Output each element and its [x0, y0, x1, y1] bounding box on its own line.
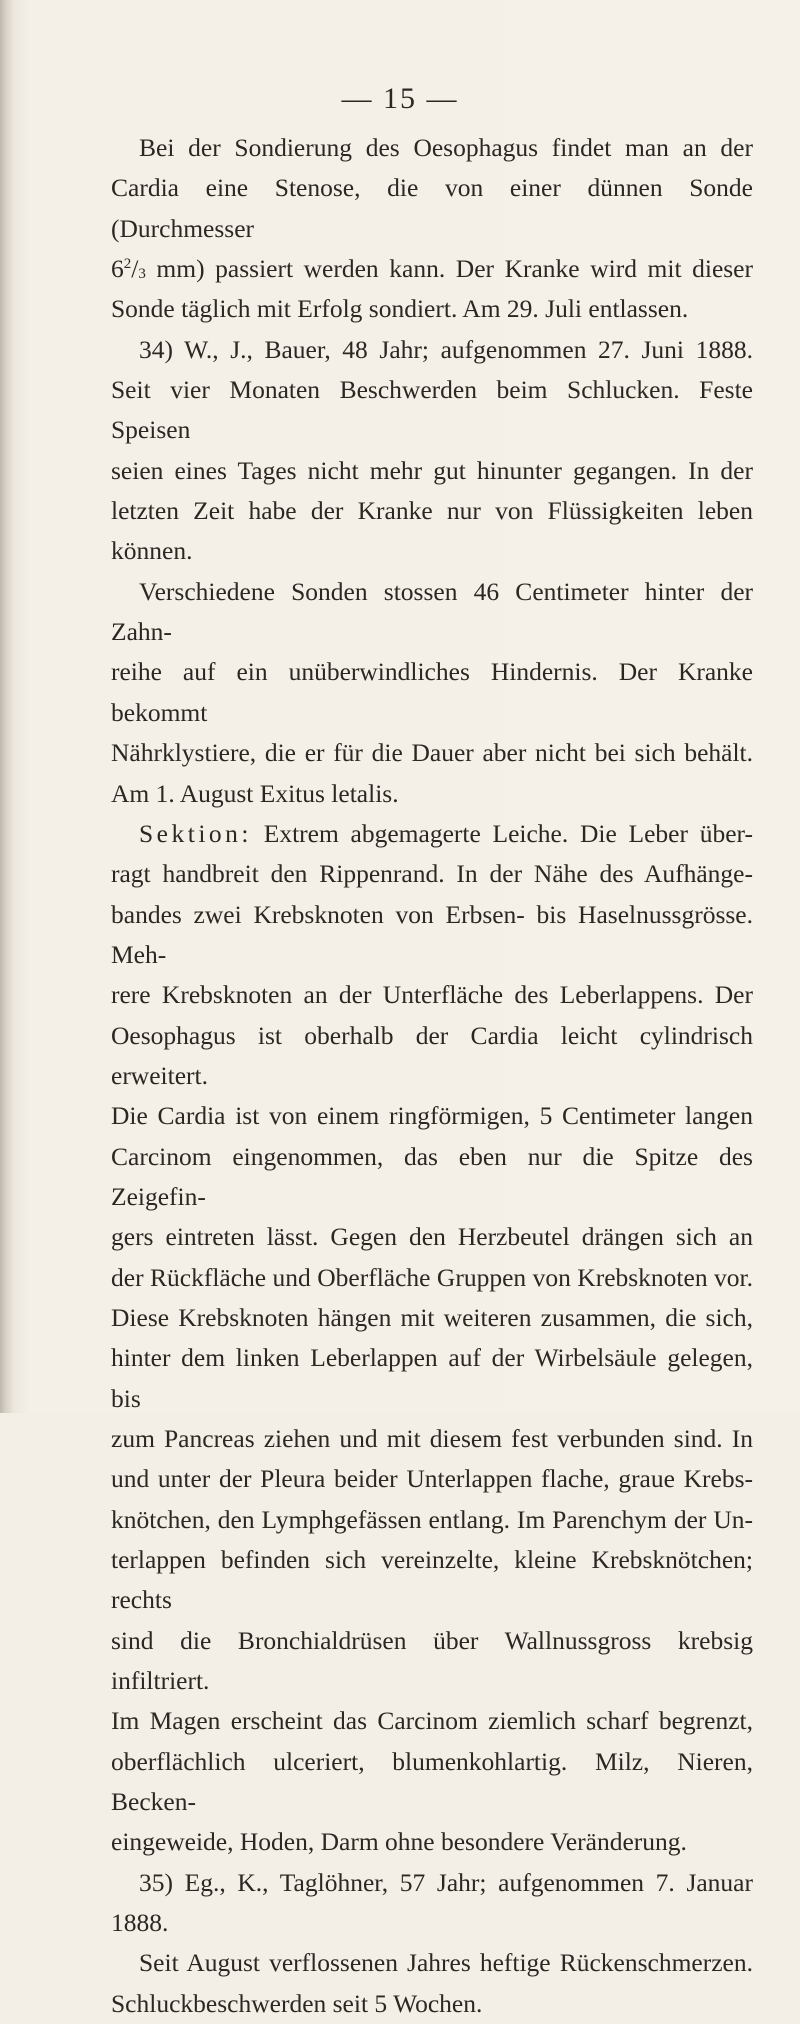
- text-line: rere Krebsknoten an der Unterfläche des Leberlappens. Der: [111, 980, 753, 1010]
- text-line-fraction: [111, 249, 753, 289]
- sektion-heading: Sektion:: [139, 818, 253, 848]
- fraction-line-rest: mm) passiert werden kann. Der Kranke wird mit dieser: [145, 254, 753, 284]
- book-gutter-shadow: [0, 0, 14, 1413]
- body-text: [111, 128, 753, 2024]
- text-line: [111, 814, 753, 854]
- text-line: und unter der Pleura beider Unterlappen flache, graue Krebs-: [111, 1464, 753, 1494]
- text-line: Bei der Sondierung des Oesophagus findet man an der: [139, 133, 753, 162]
- text-line: Sonde täglich mit Erfolg sondiert. Am 29. Juli entlassen.: [111, 294, 689, 324]
- text-line: Verschiedene Sonden stossen 46 Centimeter hinter der Zahn-: [111, 576, 753, 647]
- text-line: sind die Bronchialdrüsen über Wallnussgross krebsig infiltriert.: [111, 1625, 753, 1696]
- fraction-slash: /: [131, 254, 139, 284]
- text-line: eingeweide, Hoden, Darm ohne besondere Veränderung.: [111, 1827, 687, 1857]
- text-line: ragt handbreit den Rippenrand. In der Nähe des Aufhänge-: [111, 859, 753, 889]
- paragraph-sektion: [111, 814, 753, 1863]
- text-line: Am 1. August Exitus letalis.: [111, 778, 399, 808]
- text-line: Cardia eine Stenose, die von einer dünnen Sonde (Durchmesser: [111, 173, 753, 243]
- text-line: terlappen befinden sich vereinzelte, kleine Krebsknötchen; rechts: [111, 1545, 753, 1615]
- text-line: Seit August verflossenen Jahres heftige Rückenschmerzen.: [139, 1948, 753, 1978]
- text-line: 35) Eg., K., Taglöhner, 57 Jahr; aufgenommen 7. Januar: [139, 1867, 753, 1897]
- text-line: Die Cardia ist von einem ringförmigen, 5 Centimeter langen: [111, 1101, 753, 1131]
- text-line: Diese Krebsknoten hängen mit weiteren zusammen, die sich,: [111, 1302, 753, 1332]
- text-line: Im Magen erscheint das Carcinom ziemlich scharf begrenzt,: [111, 1706, 753, 1736]
- paragraph-6: [111, 1943, 753, 2024]
- text-line: Oesophagus ist oberhalb der Cardia leicht cylindrisch erweitert.: [111, 1020, 753, 1090]
- fraction-numerator: 2: [123, 256, 132, 273]
- paragraph-case-34: [111, 330, 753, 572]
- text-line: Nährklystiere, die er für die Dauer aber nicht bei sich behält.: [111, 738, 753, 768]
- text-line: oberflächlich ulceriert, blumenkohlartig. Milz, Nieren, Becken-: [111, 1746, 753, 1817]
- text-line: 34) W., J., Bauer, 48 Jahr; aufgenommen 27. Juni 1888.: [139, 334, 753, 364]
- text-line: letzten Zeit habe der Kranke nur von Flüssigkeiten leben können.: [111, 496, 753, 566]
- paragraph-1: [111, 128, 753, 330]
- text-line: seien eines Tages nicht mehr gut hinunter gegangen. In der: [111, 455, 753, 485]
- text-line: reihe auf ein unüberwindliches Hindernis. Der Kranke bekommt: [111, 657, 753, 727]
- text-line: Schluckbeschwerden seit 5 Wochen.: [111, 1988, 483, 2018]
- sektion-first-line: Extrem abgemagerte Leiche. Die Leber über-: [252, 818, 753, 848]
- page-header: — 15 —: [341, 82, 459, 115]
- text-line: Carcinom eingenommen, das eben nur die Spitze des Zeigefin-: [111, 1141, 753, 1211]
- text-line: zum Pancreas ziehen und mit diesem fest verbunden sind. In: [111, 1424, 753, 1453]
- text-line: der Rückfläche und Oberfläche Gruppen von Krebsknoten vor.: [111, 1262, 753, 1292]
- text-line: Seit vier Monaten Beschwerden beim Schlucken. Feste Speisen: [111, 375, 753, 445]
- paragraph-case-35: [111, 1863, 753, 1944]
- text-line: hinter dem linken Leberlappen auf der Wirbelsäule gelegen, bis: [111, 1343, 753, 1413]
- paragraph-3: [111, 572, 753, 814]
- fraction-whole: 6: [111, 254, 124, 284]
- text-line: 1888.: [111, 1908, 169, 1938]
- fraction-denominator: 3: [138, 266, 146, 283]
- text-line: bandes zwei Krebsknoten von Erbsen- bis Haselnussgrösse. Meh-: [111, 899, 753, 969]
- text-line: knötchen, den Lymphgefässen entlang. Im Parenchym der Un-: [111, 1504, 753, 1534]
- text-line: gers eintreten lässt. Gegen den Herzbeutel drängen sich an: [111, 1222, 753, 1252]
